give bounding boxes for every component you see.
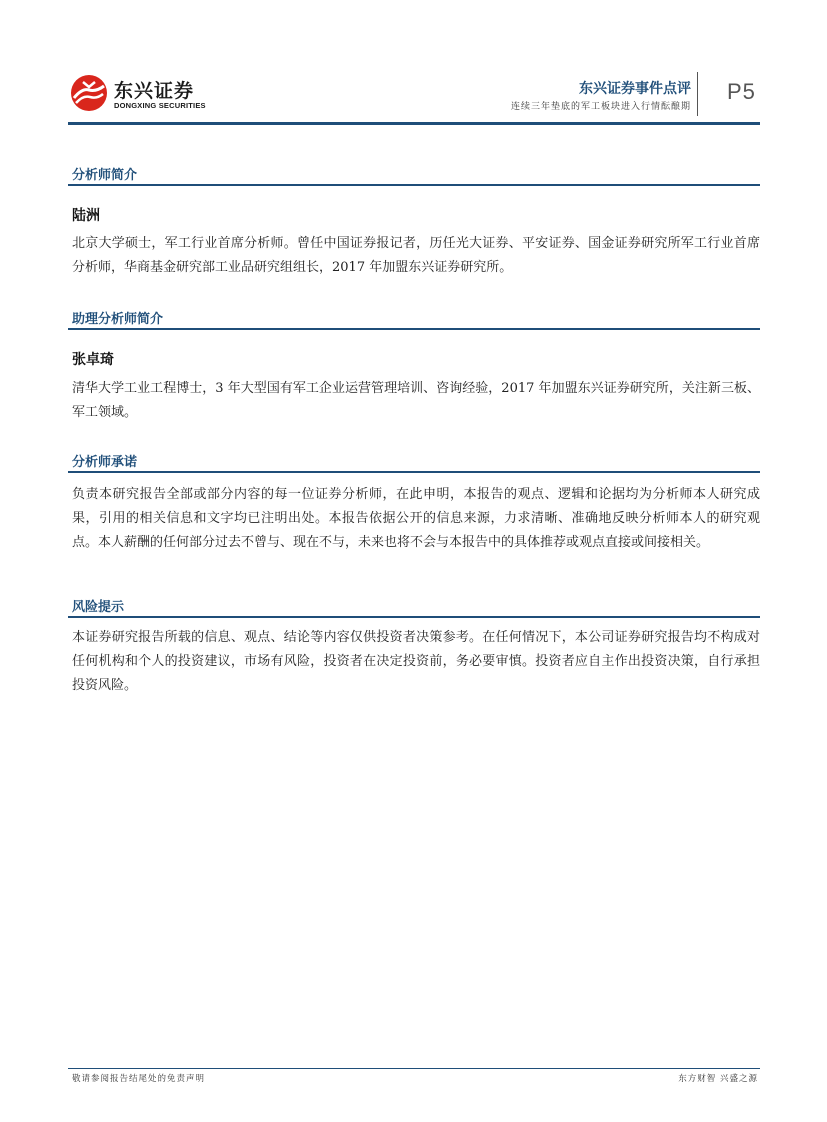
section-rule	[68, 471, 760, 473]
assistant-analyst-bio: 清华大学工业工程博士，3 年大型国有军工企业运营管理培训、咨询经验，2017 年加盟东兴证券研究所，关注新三板、军工领域。	[72, 381, 760, 420]
assistant-analyst-name: 张卓琦	[72, 352, 114, 368]
risk-warning-text: 本证券研究报告所载的信息、观点、结论等内容仅供投资者决策参考。在任何情况下，本公司证券研究报告均不构成对任何机构和个人的投资建议，市场有风险，投资者在决定投资前，务必要审慎。投资者应自主作出投资决策，自行承担投资风险。	[72, 630, 760, 693]
analyst-commitment-text: 负责本研究报告全部或部分内容的每一位证券分析师，在此申明，本报告的观点、逻辑和论据均为分析师本人研究成果，引用的相关信息和文字均已注明出处。本报告依据公开的信息来源，力求清晰、准确地反映分析师本人的研究观点。本人薪酬的任何部分过去不曾与、现在不与，未来也将不会与本报告中的具体推荐或观点直接或间接相关。	[72, 487, 760, 550]
logo-chinese-name: 东兴证券	[114, 80, 195, 102]
header-divider	[697, 72, 698, 116]
section-title-analyst-commitment: 分析师承诺	[72, 455, 138, 470]
section-title-analyst-intro: 分析师简介	[72, 168, 138, 183]
section-title-risk-warning: 风险提示	[72, 600, 125, 615]
company-logo	[70, 74, 230, 114]
analyst-name: 陆洲	[72, 208, 100, 224]
footer-slogan: 东方财智 兴盛之源	[678, 1074, 758, 1084]
section-title-assistant-intro: 助理分析师简介	[72, 312, 164, 327]
footer-rule	[68, 1068, 760, 1069]
logo-mark-icon	[70, 74, 108, 112]
page-header	[0, 0, 827, 130]
section-rule	[68, 184, 760, 186]
section-rule	[68, 328, 760, 330]
header-rule	[68, 122, 760, 125]
logo-english-name: DONGXING SECURITIES	[114, 101, 206, 110]
section-rule	[68, 616, 760, 618]
page-number: P5	[727, 79, 756, 104]
report-type: 东兴证券事件点评	[579, 81, 691, 97]
analyst-bio: 北京大学硕士，军工行业首席分析师。曾任中国证券报记者，历任光大证券、平安证券、国金证券研究所军工行业首席分析师，华商基金研究部工业品研究组组长，2017 年加盟东兴证券研究所。	[72, 236, 760, 275]
footer-disclaimer-note: 敬请参阅报告结尾处的免责声明	[72, 1074, 206, 1084]
report-subtitle: 连续三年垫底的军工板块进入行情酝酿期	[510, 102, 691, 112]
